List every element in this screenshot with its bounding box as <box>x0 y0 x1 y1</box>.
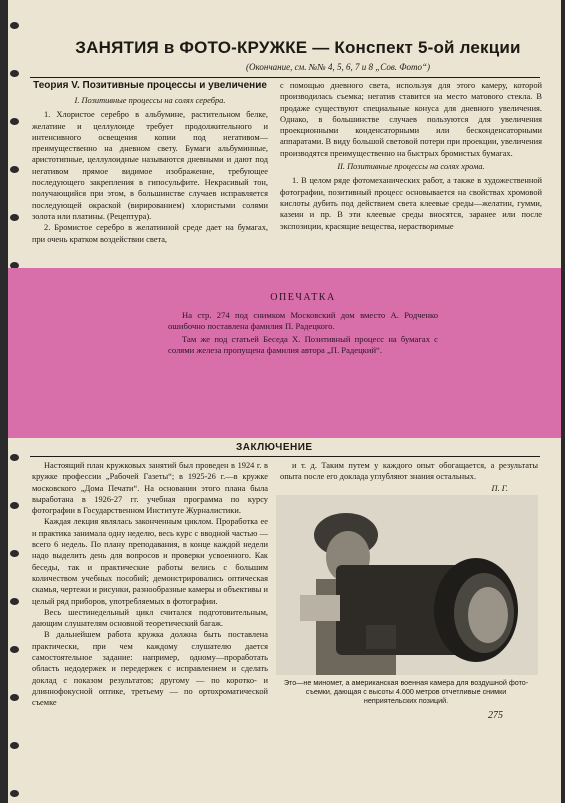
paragraph: В дальнейшем работа кружка должна быть поставлена практически, при чем каждому слушателю дается самостоятельное задание: например, одному—проработать область недодержек и передержек с исправлением и сделать доклад с показом результатов; другому — по коротко- и длиннофокусной оптике, третьему — по ортохроматической съемке <box>32 630 268 708</box>
author-signature: П. Г. <box>491 483 508 493</box>
paragraph: 1. Хлористое серебро в альбумине, растительном белке, желатине и целлулоиде требует продолжительного и интенсивного освещения копии под негативом—преимущественно на дневном свету. Бумаги альбуминные, аристотипные, целлулоидные называются дневными и дают под негативом прямое видимое изображение, требующее последующего закрепления в гипосульфите. Некрасивый тон, получающийся при этом, в большинстве случаев исправляется последующей окраской (вирированием) хлористыми солями золота или платины. (Рецептура). <box>32 110 268 221</box>
article-title: ЗАНЯТИЯ в ФОТО-КРУЖКЕ — Конспект 5-ой лекции <box>75 38 521 57</box>
right-column <box>280 80 542 268</box>
paragraph: Весь шестинедельный цикл считался подготовительным, дающим слушателям основной теоретический багаж. <box>32 607 268 629</box>
section-subhead: II. Позитивные процессы на солях хрома. <box>337 162 485 172</box>
paragraph: с помощью дневного света, используя для этого камеру, которой производилась съемка; негатив ставится на место матового стекла. В продаже существуют специальные конуса для дневного увеличения. Однако, в большинстве случаев пользуются для увеличения проекционными конденсаторными или бесконденсаторными аппаратами. В виду большой световой потери при проекции, увеличения производятся преимущественно на быстрых бромистых бумагах. <box>280 81 542 158</box>
page-number: 275 <box>488 710 503 721</box>
paragraph: Каждая лекция являлась законченным циклом. Проработка ее и практика занимала одну неделю, весь курс с вводной частью — всего 6 недель. По плану преподавания, в конце каждой недели надо выделить день для вопросов и проверки усвоенного. Как беседы, так и практические работы велись с большим количеством учебных пособий; демонстрировались оптическая скамья, чертежи и рисунки, разнообразные камеры и объективы и целый ряд приборов, употребляемых в фотографии. <box>32 517 268 606</box>
camera-photo <box>276 495 538 675</box>
errata-slip <box>8 268 561 438</box>
paragraph: и т. д. Таким путем у каждого опыт обогащается, а результаты опыта после его доклада углубляют знания остальных. <box>280 461 538 482</box>
aerial-camera-illustration <box>276 495 538 675</box>
errata-paragraph: На стр. 274 под снимком Московский дом вместо А. Родченко ошибочно поставлена фамилия П. Радецкого. <box>168 310 438 331</box>
conclusion-left-column <box>32 460 268 709</box>
conclusion-title: ЗАКЛЮЧЕНИЕ <box>236 442 313 453</box>
errata-title: ОПЕЧАТКА <box>270 292 336 303</box>
paragraph: 2. Бромистое серебро в желатинной среде дает на бумагах, при очень кратком воздействии света, <box>32 223 268 244</box>
paragraph: Настоящий план кружковых занятий был проведен в 1924 г. в кружке профессии „Рабочей Газеты“; в 1925-26 г.—в кружке московского „Дома Печати“. На основании этого плана была выработана в 1926-27 гг. учебная программа по курсу фотографии в Государственном Институте Журналистики. <box>32 461 268 516</box>
photo-caption: Это—не миномет, а американская военная камера для воздушной фото-съемки, дающая с высоты 4.000 метров отчетливые снимки неприятельских позиций. <box>283 678 529 705</box>
title-rule <box>30 77 540 78</box>
errata-paragraph: Там же под статьей Беседа Х. Позитивный процесс на бумагах с солями железа пропущена фамилия автора „П. Радецкий“. <box>168 334 438 355</box>
article-subtitle: (Окончание, см. №№ 4, 5, 6, 7 и 8 „Сов. Фото“) <box>245 62 430 72</box>
section-heading: Теория V. Позитивные процессы и увеличение <box>33 80 267 91</box>
paragraph: 1. В целом ряде фотомеханических работ, а также в художественной фотографии, позитивный процесс основывается на свойствах хромовой кислоты дубить под действием света клеевые среды—желатин, гумми, казеин и пр. В эти клеевые среды вносятся, заранее или после экспозиции, красящие вещества, нерастворимые <box>280 176 542 231</box>
section-subhead: I. Позитивные процессы на солях серебра. <box>74 96 226 105</box>
conclusion-right-column <box>280 460 538 494</box>
errata-text <box>168 310 438 356</box>
conclusion-rule <box>30 456 540 457</box>
left-column <box>32 80 268 268</box>
magazine-page <box>8 0 561 803</box>
